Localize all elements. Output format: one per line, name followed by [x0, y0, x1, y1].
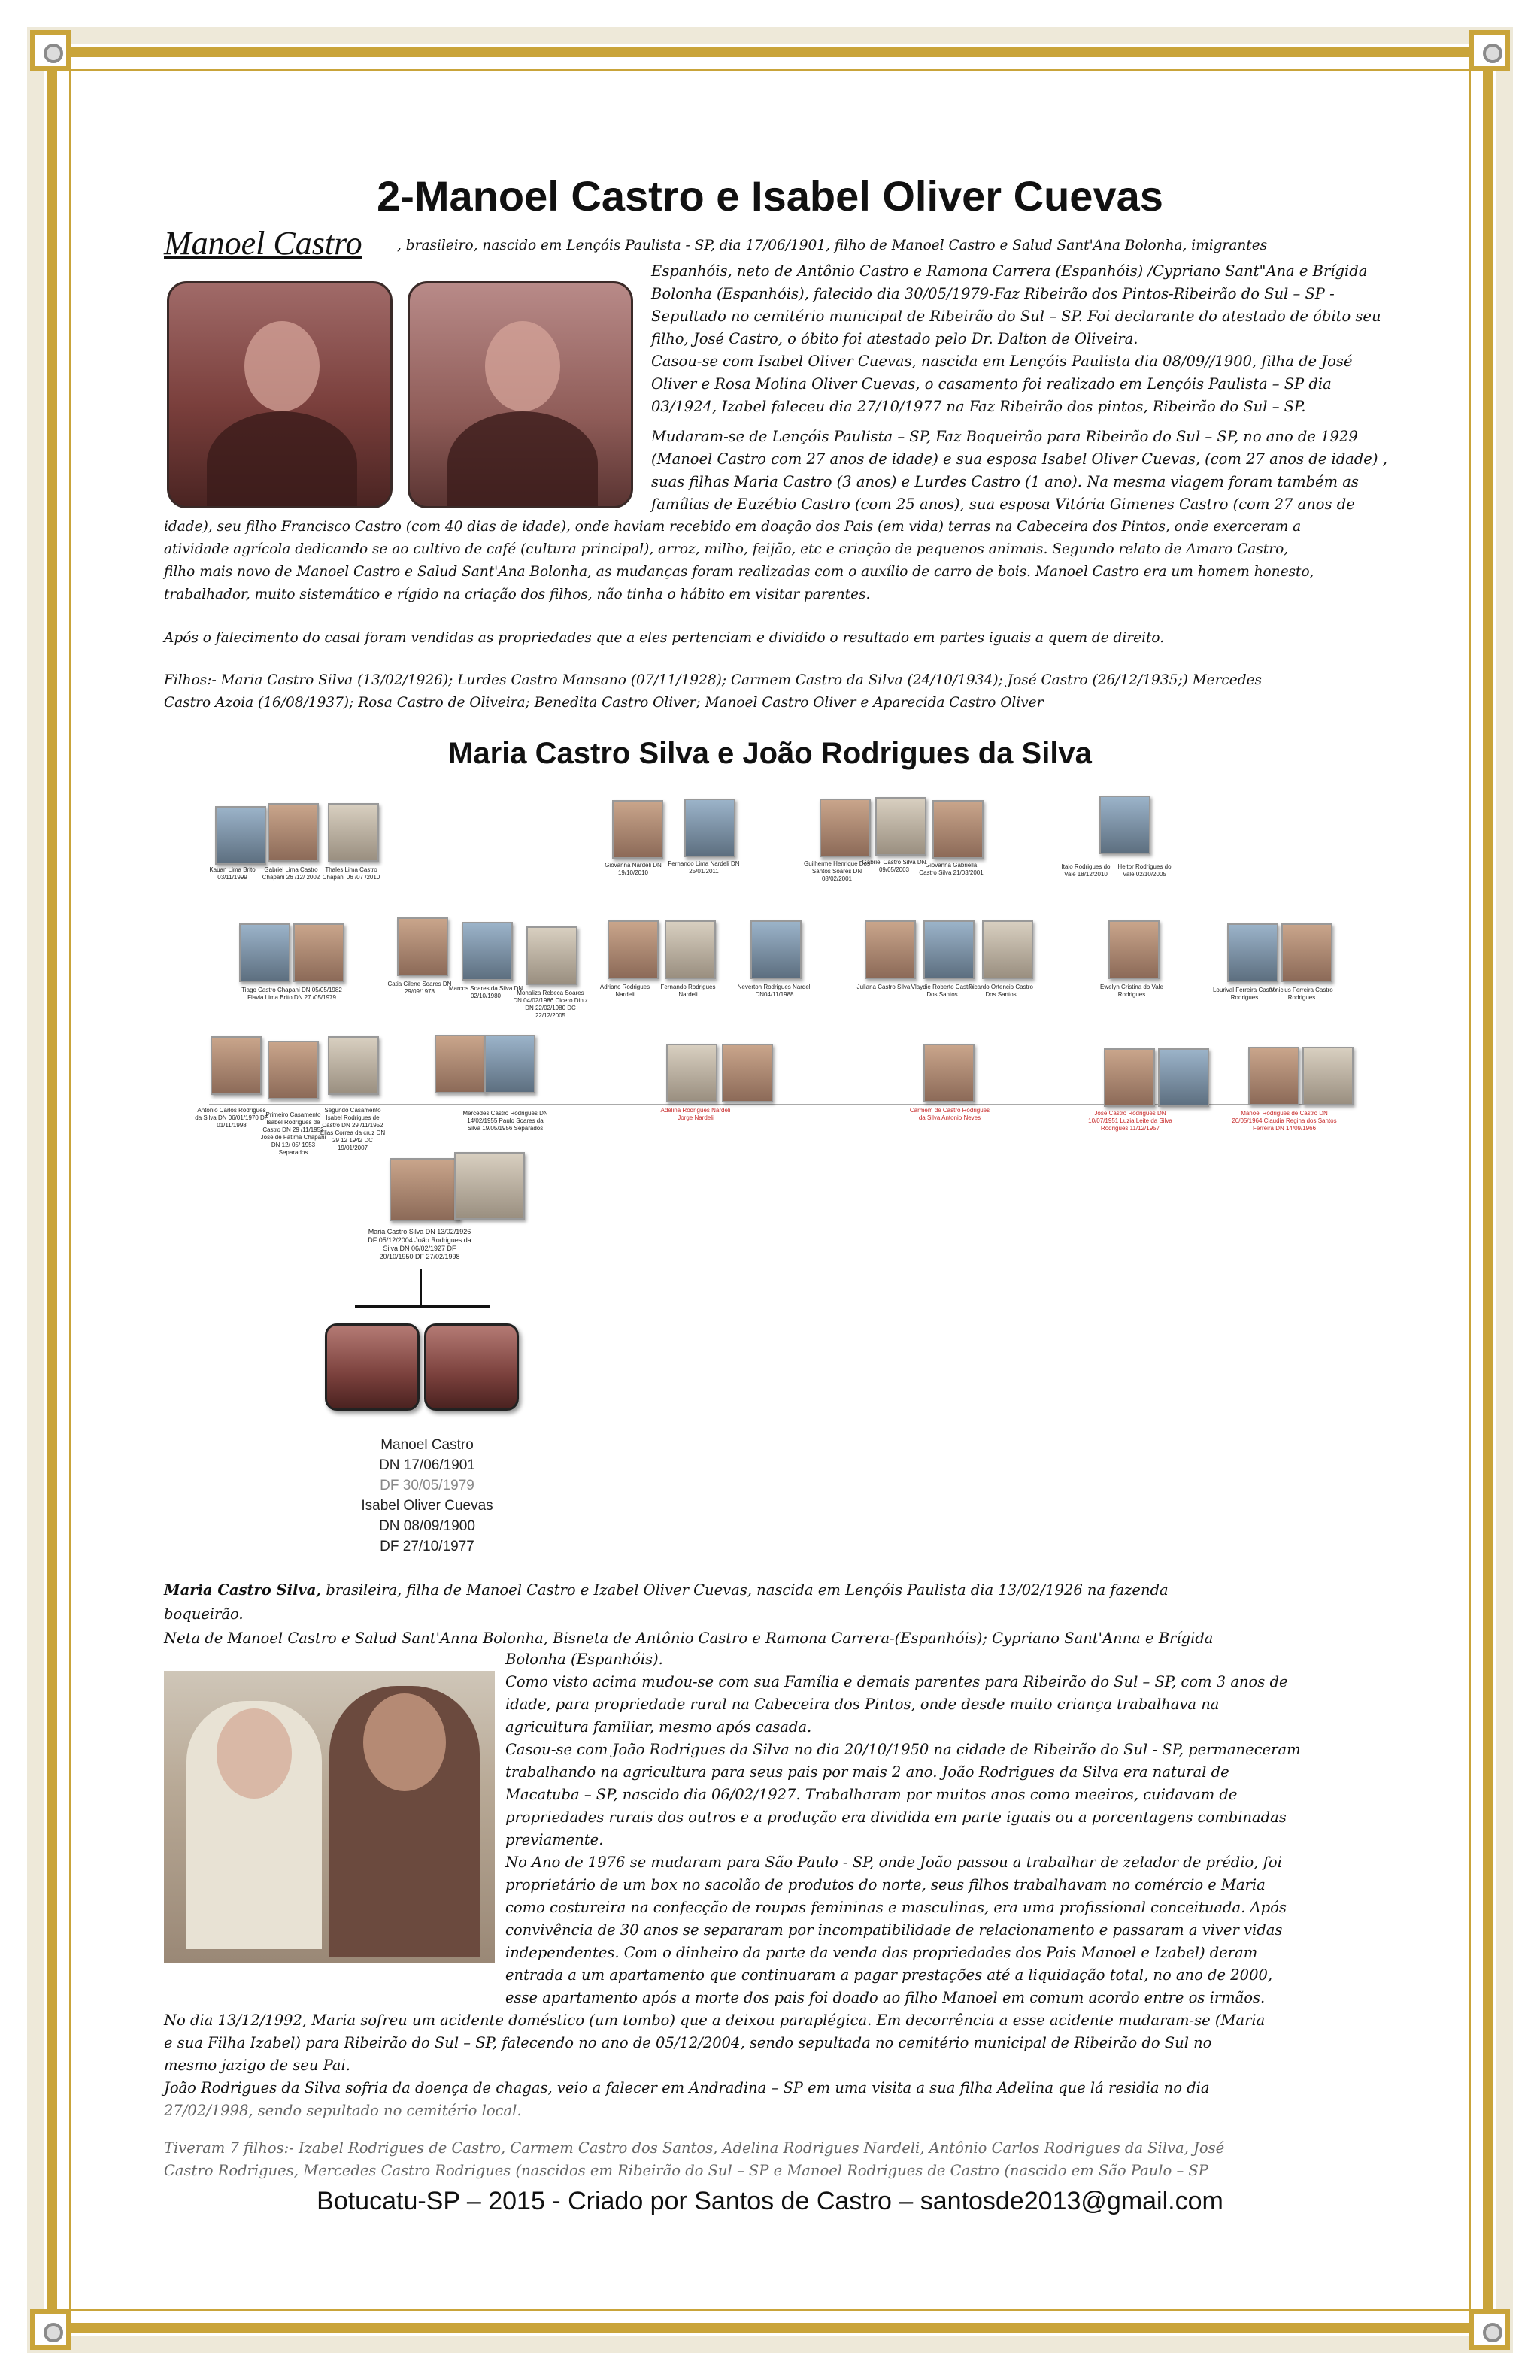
corner-ornament-icon — [1469, 2309, 1510, 2350]
bio-line: No dia 13/12/1992, Maria sofreu um acidente doméstico (um tombo) que a deixou paraplégica. Em decorrência a esse acidente mudaram-se (Maria — [164, 2012, 1266, 2029]
bio-line: agricultura familiar, mesmo após casada. — [505, 1718, 812, 1736]
tree-label: Ricardo Ortencio Castro Dos Santos — [969, 984, 1033, 998]
bio-line: e sua Filha Izabel) para Ribeirão do Sul – SP, falecendo no ano de 05/12/2004, sendo sepultada no cemitério municipal de Ribeirão do Sul no — [164, 2034, 1212, 2051]
bio-line: 03/1924, Izabel faleceu dia 27/10/1977 na Faz Ribeirão dos pintos, Ribeirão do Sul – SP. — [651, 398, 1306, 415]
tree-photo — [684, 799, 735, 857]
maria-intro-line3: Neta de Manoel Castro e Salud Sant'Anna Bolonha, Bisneta de Antônio Castro e Ramona Carrera-(Espanhóis); Cypriano Sant'Anna e Brígida — [164, 1630, 1214, 1647]
tree-photo — [1104, 1048, 1155, 1107]
joao-death-tail: 27/02/1998, sendo sepultado no cemitério local. — [164, 2102, 522, 2119]
tree-photo — [722, 1044, 773, 1102]
tree-photo — [1108, 920, 1160, 979]
bio-line: famílias de Euzébio Castro (com 25 anos), sua esposa Vitória Gimenes Castro (com 27 anos de — [651, 496, 1355, 513]
bio-line: trabalhando na agricultura para seus pais por mais 2 ano. João Rodrigues da Silva era natural de — [505, 1763, 1229, 1781]
section-subtitle: Maria Castro Silva e João Rodrigues da Silva — [448, 737, 1092, 770]
tree-photo — [462, 922, 513, 981]
tree-photo — [923, 920, 975, 979]
corner-ornament-icon — [1469, 30, 1510, 71]
isabel-portrait-photo — [408, 281, 633, 508]
tree-label: Carmem de Castro Rodrigues da Silva Antonio Neves — [909, 1107, 990, 1121]
bio-line: Oliver e Rosa Molina Oliver Cuevas, o casamento foi realizado em Lençóis Paulista – SP dia — [651, 375, 1332, 393]
tree-label: Antonio Carlos Rodrigues da Silva DN 06/01/1970 DF 01/11/1998 — [195, 1107, 268, 1129]
tree-photo — [1227, 923, 1278, 982]
tree-photo — [397, 917, 448, 976]
tree-photo — [982, 920, 1033, 979]
maria-later-life-block — [164, 2009, 1418, 2100]
tree-photo — [526, 926, 578, 985]
tree-label: Mercedes Castro Rodrigues DN 14/02/1955 Paulo Soares da Silva 19/05/1956 Separados — [462, 1110, 548, 1132]
isabel-root-photo — [424, 1323, 519, 1411]
maria-children-list — [164, 2137, 1418, 2182]
tree-label: Vinicius Ferreira Castro Rodrigues — [1270, 987, 1333, 1001]
bio-line: (Manoel Castro com 27 anos de idade) e sua esposa Isabel Oliver Cuevas, (com 27 anos de idade) , — [651, 450, 1387, 468]
tree-photo — [865, 920, 916, 979]
tree-label: Tiago Castro Chapani DN 05/05/1982 Flavia Lima Brito DN 27 /05/1979 — [241, 987, 342, 1001]
tree-photo — [211, 1036, 262, 1095]
tree-photo — [1099, 796, 1150, 854]
tree-photo — [239, 923, 290, 982]
tree-label: Marcos Soares da Silva DN 02/10/1980 — [448, 985, 523, 999]
bio-line: mesmo jazigo de seu Pai. — [164, 2057, 350, 2074]
page-title: 2-Manoel Castro e Isabel Oliver Cuevas — [377, 172, 1163, 220]
manoel-move-full-block — [164, 516, 1418, 606]
tree-photo — [268, 1041, 319, 1099]
bio-line: Mudaram-se de Lençóis Paulista – SP, Faz Boqueirão para Ribeirão do Sul – SP, no ano de 1929 — [651, 428, 1358, 445]
bio-line: Tiveram 7 filhos:- Izabel Rodrigues de Castro, Carmem Castro dos Santos, Adelina Rodrigues Nardeli, Antônio Carlos Rodrigues da Silva, José — [164, 2139, 1225, 2157]
bio-line: entrada a um apartamento que continuaram a pagar prestações até a liquidação total, no ano de 2000, — [505, 1966, 1273, 1984]
bio-line: Espanhóis, neto de Antônio Castro e Ramona Carrera (Espanhóis) /Cypriano Sant"Ana e Brígida — [651, 262, 1368, 280]
joao-tree-photo — [454, 1152, 525, 1220]
manoel-root-photo — [325, 1323, 420, 1411]
bio-line: convivência de 30 anos se separaram por incompatibilidade de relacionamento e passaram a viver vidas — [505, 1921, 1283, 1939]
bio-line: como costureira na confecção de roupas femininas e masculinas, era uma profissional conceituada. Após — [505, 1899, 1287, 1916]
corner-ornament-icon — [30, 2309, 71, 2350]
tree-photo — [665, 920, 716, 979]
tree-label: Adriano Rodrigues Nardeli — [599, 984, 650, 998]
footer-credit: Botucatu-SP – 2015 - Criado por Santos de Castro – santosde2013@gmail.com — [317, 2187, 1223, 2215]
tree-label: Heitor Rodrigues do Vale 02/10/2005 — [1117, 863, 1172, 878]
tree-connector-line — [355, 1305, 490, 1308]
bio-line: proprietário de um box no sacolão de produtos do norte, seus filhos trabalhavam no comércio e Maria — [505, 1876, 1266, 1893]
tree-photo — [484, 1035, 535, 1093]
tree-label: Guilherme Henrique Dos Santos Soares DN 08/02/2001 — [803, 860, 871, 882]
tree-photo — [666, 1044, 717, 1102]
tree-label: Kauan Lima Brito 03/11/1999 — [209, 866, 256, 881]
tree-photo — [750, 920, 802, 979]
bio-line: idade), seu filho Francisco Castro (com 40 dias de idade), onde haviam recebido em doação dos Pais (em vida) terras na Cabeceira dos Pintos, onde exerceram a — [164, 519, 1302, 535]
bio-line: independentes. Com o dinheiro da parte da venda das propriedades dos Pais Manoel e Izabel) deram — [505, 1944, 1258, 1961]
tree-label: José Castro Rodrigues DN 10/07/1951 Luzia Leite da Silva Rodrigues 11/12/1957 — [1088, 1110, 1172, 1132]
maria-tree-label: Maria Castro Silva DN 13/02/1926 DF 05/12/2004 João Rodrigues da Silva DN 06/02/1927 DF 20/10/1950 DF 27/02/1998 — [368, 1228, 471, 1260]
tree-label: Lourival Ferreira Castro Rodrigues — [1212, 987, 1277, 1001]
bio-line: Sepultado no cemitério municipal de Ribeirão do Sul – SP. Foi declarante do atestado de óbito seu — [651, 308, 1381, 325]
maria-tree-photo — [390, 1158, 460, 1221]
bio-line: previamente. — [505, 1831, 604, 1848]
tree-photo — [1281, 923, 1332, 982]
bio-line: Casou-se com João Rodrigues da Silva no dia 20/10/1950 na cidade de Ribeirão do Sul - SP, permaneceram — [505, 1741, 1301, 1758]
bio-line: Como visto acima mudou-se com sua Família e demais parentes para Ribeirão do Sul – SP, com 3 anos de — [505, 1673, 1288, 1690]
bio-line: atividade agrícola dedicando se ao cultivo de café (cultura principal), arroz, milho, feijão, etc e criação de pequenos animais. Segundo relato de Amaro Castro, — [164, 541, 1289, 557]
tree-label: Italo Rodrigues do Vale 18/12/2010 — [1061, 863, 1111, 878]
tree-photo — [923, 1044, 975, 1102]
bio-line: filho mais novo de Manoel Castro e Salud Sant'Ana Bolonha, as mudanças foram realizadas com o auxílio de carro de bois. Manoel Castro era um homem honesto, — [164, 564, 1314, 580]
bio-line: João Rodrigues da Silva sofria da doença de chagas, veio a falecer em Andradina – SP em uma visita a sua filha Adelina que lá residia no dia — [164, 2079, 1210, 2097]
tree-photo — [1302, 1047, 1354, 1105]
tree-photo — [328, 1036, 379, 1095]
maria-joao-photo — [164, 1671, 495, 1963]
tree-photo — [1158, 1048, 1209, 1107]
bio-line: Casou-se com Isabel Oliver Cuevas, nascida em Lençóis Paulista dia 08/09//1900, filha de José — [651, 353, 1353, 370]
tree-label: Fernando Rodrigues Nardeli — [660, 984, 716, 998]
tree-photo — [293, 923, 344, 982]
corner-ornament-icon — [30, 30, 71, 71]
bio-line: trabalhador, muito sistemático e rígido na criação dos filhos, não tinha o hábito em visitar parentes. — [164, 587, 871, 602]
manoel-move-block — [651, 426, 1418, 516]
tree-label: Adelina Rodrigues Nardeli Jorge Nardeli — [660, 1107, 731, 1121]
bio-line: Bolonha (Espanhóis), falecido dia 30/05/1979-Faz Ribeirão dos Pintos-Ribeirão do Sul – SP - — [651, 285, 1335, 302]
tree-photo — [932, 800, 984, 859]
tree-label: Juliana Castro Silva — [856, 984, 911, 990]
maria-intro: Maria Castro Silva, brasileira, filha de Manoel Castro e Izabel Oliver Cuevas, nascida em Lençóis Paulista dia 13/02/1926 na fazenda — [164, 1581, 1169, 1599]
bio-line: No Ano de 1976 se mudaram para São Paulo - SP, onde João passou a trabalhar de zelador de prédio, foi — [505, 1854, 1282, 1871]
tree-connector-line — [420, 1269, 422, 1305]
tree-label: Giovanna Nardeli DN 19/10/2010 — [605, 862, 662, 876]
manoel-portrait-photo — [167, 281, 393, 508]
tree-label: Giovanna Gabriella Castro Silva 21/03/2001 — [919, 862, 984, 876]
bio-line: Filhos:- Maria Castro Silva (13/02/1926); Lurdes Castro Mansano (07/11/1928); Carmem Castro da Silva (24/10/1934); José Castro (26/12/1935;) Mercedes — [164, 672, 1263, 688]
manoel-after-text: Após o falecimento do casal foram vendidas as propriedades que a eles pertenciam e dividido o resultado em partes iguais a quem de direito. — [164, 630, 1165, 646]
manoel-name-heading: Manoel Castro — [164, 225, 362, 262]
bio-line: Macatuba – SP, nascido dia 06/02/1927. Trabalharam por muitos anos como meeiros, cuidavam de — [505, 1786, 1238, 1803]
tree-photo — [1248, 1047, 1299, 1105]
tree-photo — [612, 800, 663, 859]
tree-label: Gabriel Castro Silva DN 09/05/2003 — [862, 859, 926, 873]
bio-line: Bolonha (Espanhóis). — [505, 1651, 663, 1668]
bio-line: propriedades rurais dos outros e a produção era dividida em parte iguais ou a porcentagens combinadas — [505, 1808, 1287, 1826]
root-couple-label: Manoel Castro DN 17/06/1901 DF 30/05/1979 Isabel Oliver Cuevas DN 08/09/1900 DF 27/10/1977 — [361, 1437, 493, 1554]
bio-line: Castro Azoia (16/08/1937); Rosa Castro de Oliveira; Benedita Castro Oliver; Manoel Castro Oliver e Aparecida Castro Oliver — [164, 695, 1044, 711]
bio-line: Castro Rodrigues, Mercedes Castro Rodrigues (nascidos em Ribeirão do Sul – SP e Manoel Rodrigues de Castro (nascido em São Paulo – SP — [164, 2162, 1208, 2179]
tree-label: Segundo Casamento Isabel Rodrigues de Castro DN 29 /11/1952 Elias Correa da cruz DN 29 12 1942 DC 19/01/2007 — [320, 1107, 386, 1151]
tree-label: Primeiro Casamento Isabel Rodrigues de Castro DN 29 /11/1952 Jose de Fátima Chapani DN 12/ 05/ 1953 Separados — [260, 1111, 326, 1156]
bio-line: esse apartamento após a morte dos pais foi doado ao filho Manoel em comum acordo entre os irmãos. — [505, 1989, 1266, 2006]
tree-photo — [875, 797, 926, 856]
bio-line: suas filhas Maria Castro (3 anos) e Lurdes Castro (1 ano). Na mesma viagem foram também as — [651, 473, 1359, 490]
maria-intro-line2: boqueirão. — [164, 1605, 244, 1623]
tree-photo — [328, 803, 379, 862]
tree-photo — [268, 803, 319, 862]
tree-label: Catia Cilene Soares DN 29/09/1978 — [387, 981, 452, 995]
tree-label: Vlaydie Roberto Castro Dos Santos — [911, 984, 974, 998]
tree-label: Fernando Lima Nardeli DN 25/01/2011 — [668, 860, 740, 875]
manoel-children-list — [164, 669, 1418, 714]
tree-label: Ewelyn Cristina do Vale Rodrigues — [1100, 984, 1163, 998]
tree-label: Neverton Rodrigues Nardeli DN04/11/1988 — [737, 984, 812, 998]
manoel-intro-line: , brasileiro, nascido em Lençóis Paulista - SP, dia 17/06/1901, filho de Manoel Castro e Salud Sant'Ana Bolonha, imigrantes — [397, 238, 1268, 253]
tree-photo — [820, 799, 871, 857]
tree-label: Manoel Rodrigues de Castro DN 20/05/1964 Claudia Regina dos Santos Ferreira DN 14/09/1966 — [1232, 1110, 1337, 1132]
tree-photo — [215, 806, 266, 865]
bio-line: idade, para propriedade rural na Cabeceira dos Pintos, onde desde muito criança trabalhava na — [505, 1696, 1220, 1713]
tree-label: Thales Lima Castro Chapani 06 /07 /2010 — [322, 866, 380, 881]
tree-photo — [608, 920, 659, 979]
manoel-bio-block — [651, 260, 1418, 418]
bio-line: filho, José Castro, o óbito foi atestado pelo Dr. Dalton de Oliveira. — [651, 330, 1138, 347]
family-tree — [164, 788, 1337, 1570]
tree-photo — [435, 1035, 486, 1093]
maria-bio-block — [505, 1648, 1418, 2009]
tree-label: Monaliza Rebeca Soares DN 04/02/1986 Cicero Diniz DN 22/02/1980 DC 22/12/2005 — [513, 990, 588, 1019]
tree-label: Gabriel Lima Castro Chapani 26 /12/ 2002 — [262, 866, 320, 881]
